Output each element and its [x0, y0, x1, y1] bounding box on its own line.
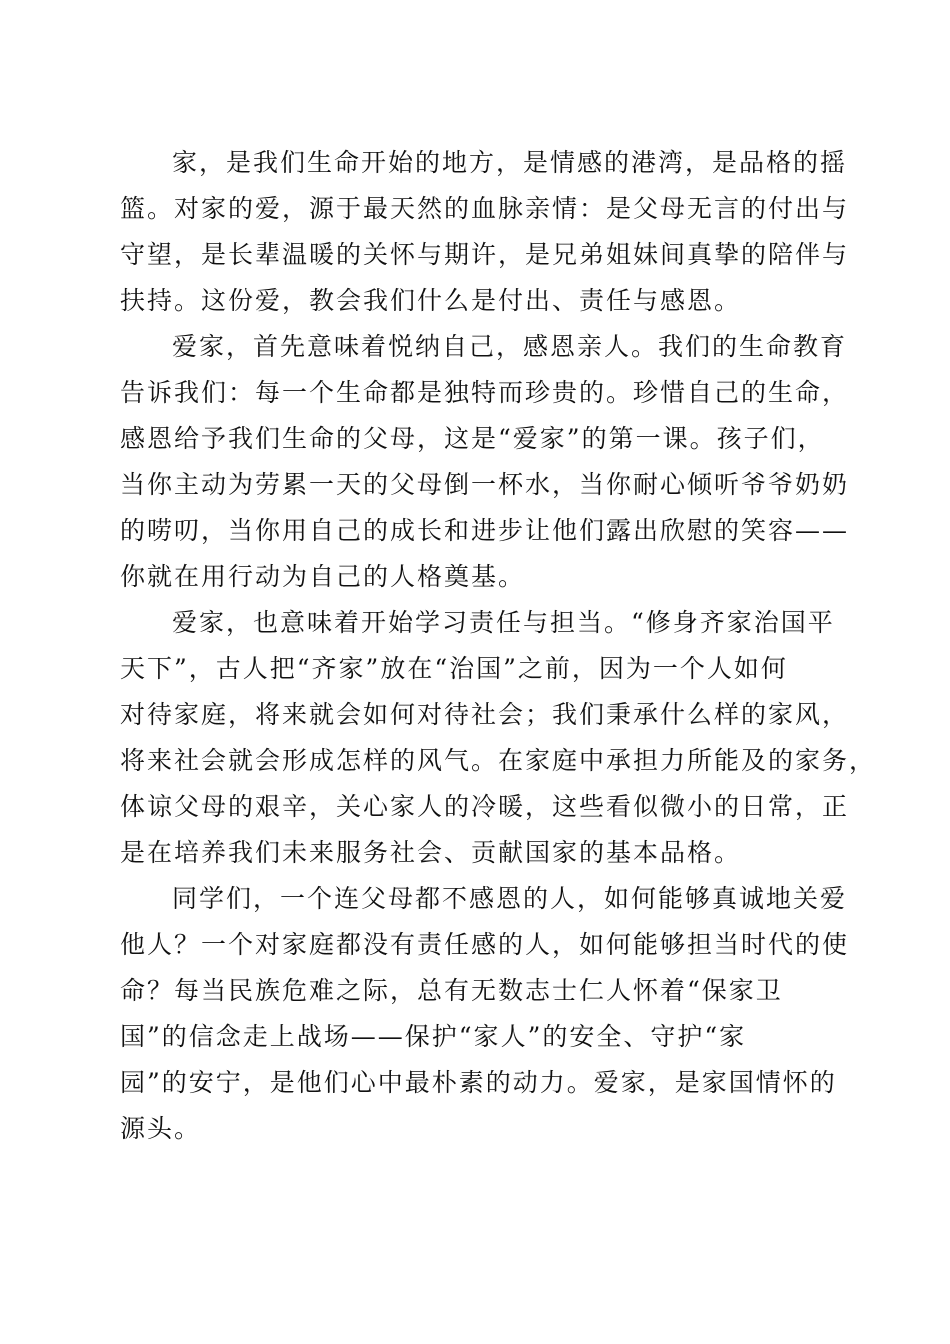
- paragraph-line: 爱家，也意味着开始学习责任与担当。“修身齐家治国平: [172, 608, 835, 637]
- paragraph-4: [120, 876, 850, 1152]
- paragraph-line: 家，是我们生命开始的地方，是情感的港湾，是品格的摇: [172, 148, 848, 177]
- paragraph-1: [120, 140, 850, 324]
- paragraph-line: 你就在用行动为自己的人格奠基。: [120, 562, 526, 591]
- paragraph-line: 篮。对家的爱，源于最天然的血脉亲情：是父母无言的付出与: [120, 194, 850, 223]
- paragraph-line: 同学们，一个连父母都不感恩的人，如何能够真诚地关爱: [172, 884, 848, 913]
- paragraph-line: 将来社会就会形成怎样的风气。在家庭中承担力所能及的家务，: [120, 746, 877, 775]
- document-body: [120, 140, 877, 1152]
- paragraph-line: 国”的信念走上战场——保护“家人”的安全、守护“家: [120, 1022, 747, 1051]
- paragraph-line: 体谅父母的艰辛，关心家人的冷暖，这些看似微小的日常，正: [120, 792, 850, 821]
- paragraph-line: 爱家，首先意味着悦纳自己，感恩亲人。我们的生命教育: [172, 332, 848, 361]
- paragraph-line: 对待家庭，将来就会如何对待社会；我们秉承什么样的家风，: [120, 700, 850, 729]
- paragraph-line: 天下”，古人把“齐家”放在“治国”之前，因为一个人如何: [120, 654, 788, 683]
- paragraph-line: 守望，是长辈温暖的关怀与期许，是兄弟姐妹间真挚的陪伴与: [120, 240, 850, 269]
- paragraph-3: [120, 600, 877, 876]
- paragraph-line: 的唠叨，当你用自己的成长和进步让他们露出欣慰的笑容——: [120, 516, 850, 545]
- paragraph-line: 告诉我们：每一个生命都是独特而珍贵的。珍惜自己的生命，: [120, 378, 850, 407]
- paragraph-line: 命？每当民族危难之际，总有无数志士仁人怀着“保家卫: [120, 976, 783, 1005]
- paragraph-line: 园”的安宁，是他们心中最朴素的动力。爱家，是家国情怀的: [120, 1068, 837, 1097]
- paragraph-line: 源头。: [120, 1114, 202, 1143]
- paragraph-line: 扶持。这份爱，教会我们什么是付出、责任与感恩。: [120, 286, 742, 315]
- paragraph-2: [120, 324, 850, 600]
- paragraph-line: 当你主动为劳累一天的父母倒一杯水，当你耐心倾听爷爷奶奶: [120, 470, 850, 499]
- paragraph-line: 他人？一个对家庭都没有责任感的人，如何能够担当时代的使: [120, 930, 850, 959]
- paragraph-line: 感恩给予我们生命的父母，这是“爱家”的第一课。孩子们，: [120, 424, 825, 453]
- paragraph-line: 是在培养我们未来服务社会、贡献国家的基本品格。: [120, 838, 742, 867]
